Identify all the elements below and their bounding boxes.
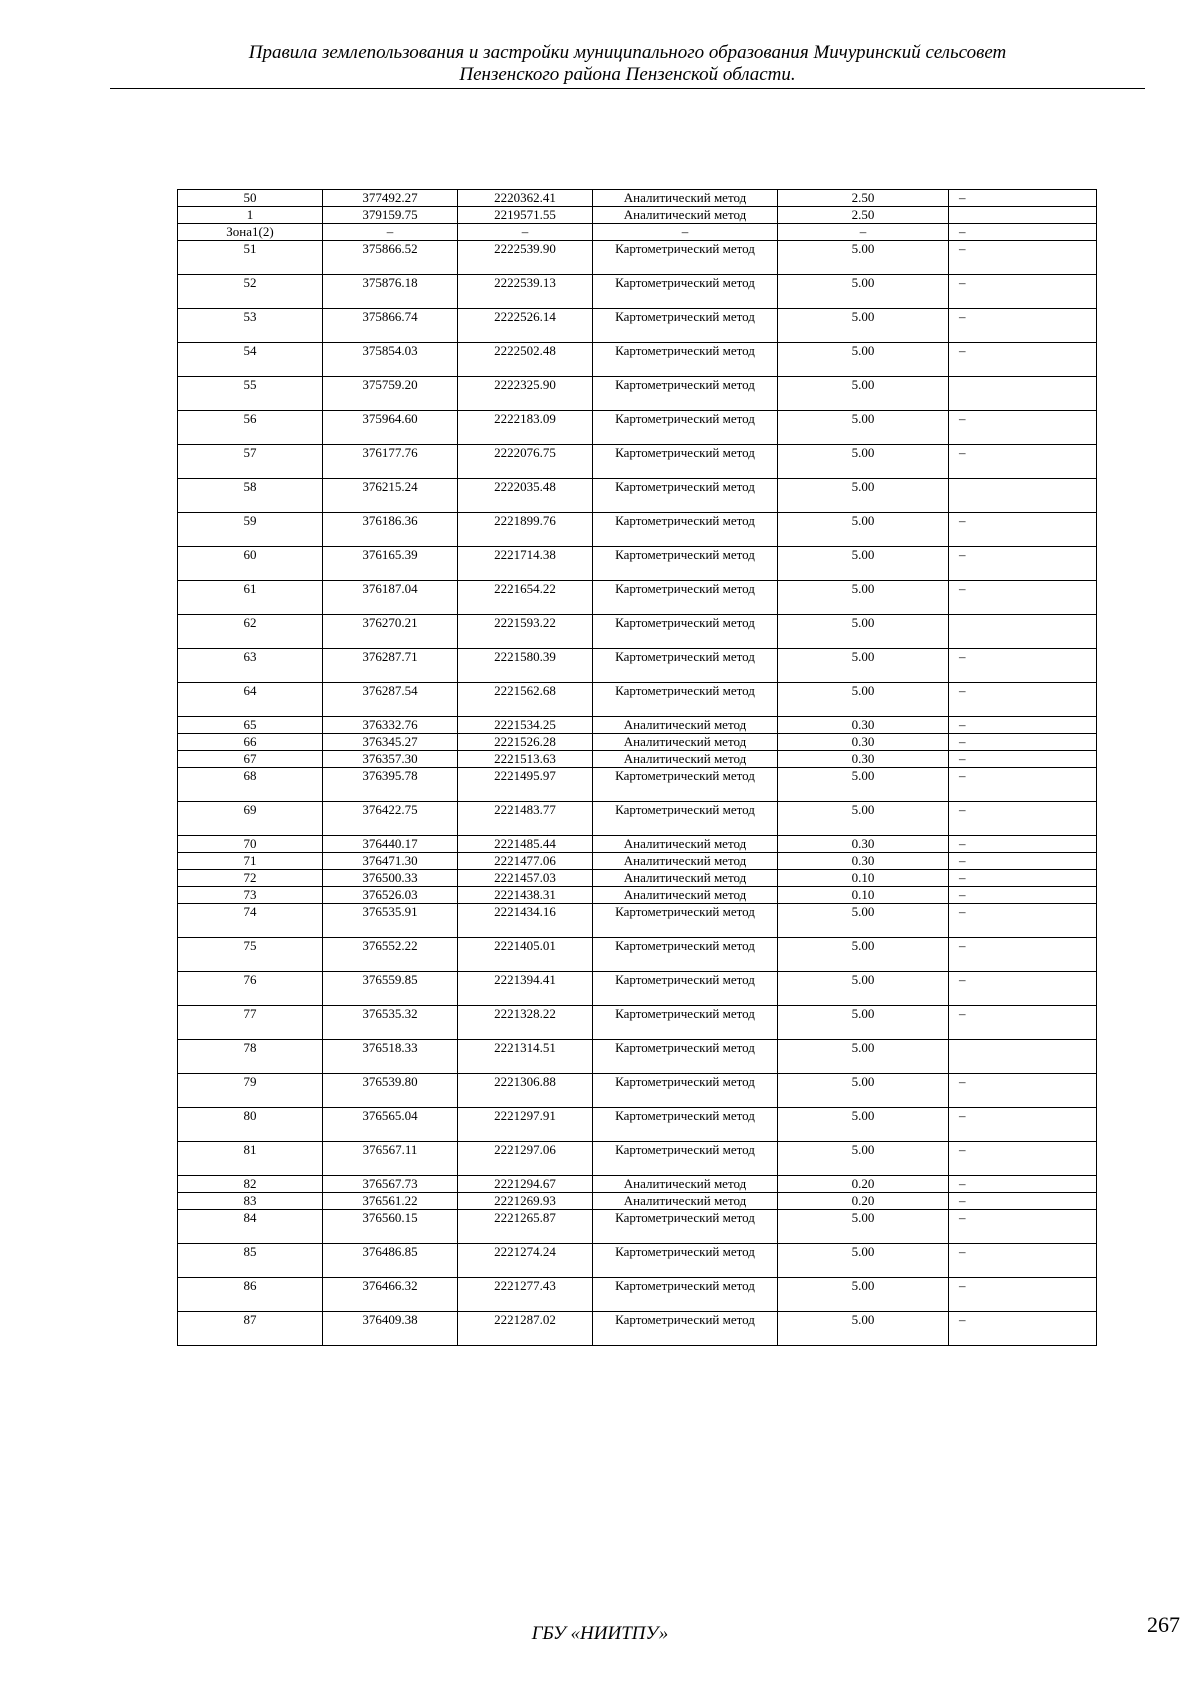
method-cell: Картометрический метод xyxy=(593,1006,778,1040)
x-coordinate-cell: 376165.39 xyxy=(323,547,458,581)
x-coordinate-cell: – xyxy=(323,224,458,241)
x-coordinate-cell: 376567.73 xyxy=(323,1176,458,1193)
header-line-1: Правила землепользования и застройки муниципального образования Мичуринский сельсовет xyxy=(248,42,1007,63)
accuracy-cell: 0.10 xyxy=(778,870,949,887)
x-coordinate-cell: 376526.03 xyxy=(323,887,458,904)
y-coordinate-cell: 2222526.14 xyxy=(458,309,593,343)
y-coordinate-cell: 2221294.67 xyxy=(458,1176,593,1193)
accuracy-cell: 5.00 xyxy=(778,1006,949,1040)
table-row xyxy=(178,275,1097,309)
y-coordinate-cell: 2222539.13 xyxy=(458,275,593,309)
x-coordinate-cell: 376486.85 xyxy=(323,1244,458,1278)
accuracy-cell: 5.00 xyxy=(778,972,949,1006)
table-row xyxy=(178,1244,1097,1278)
method-cell: Картометрический метод xyxy=(593,904,778,938)
y-coordinate-cell: 2221654.22 xyxy=(458,581,593,615)
accuracy-cell: 5.00 xyxy=(778,649,949,683)
accuracy-cell: 0.30 xyxy=(778,734,949,751)
table-row xyxy=(178,207,1097,224)
y-coordinate-cell: 2221314.51 xyxy=(458,1040,593,1074)
accuracy-cell: 5.00 xyxy=(778,768,949,802)
method-cell: Картометрический метод xyxy=(593,683,778,717)
x-coordinate-cell: 376471.30 xyxy=(323,853,458,870)
table-row xyxy=(178,224,1097,241)
table-row xyxy=(178,683,1097,717)
y-coordinate-cell: 2221328.22 xyxy=(458,1006,593,1040)
accuracy-cell: 5.00 xyxy=(778,615,949,649)
table-row xyxy=(178,241,1097,275)
y-coordinate-cell: 2221593.22 xyxy=(458,615,593,649)
note-cell: – xyxy=(949,1193,1097,1210)
accuracy-cell: 5.00 xyxy=(778,309,949,343)
method-cell: Картометрический метод xyxy=(593,1074,778,1108)
accuracy-cell: 2.50 xyxy=(778,190,949,207)
x-coordinate-cell: 376395.78 xyxy=(323,768,458,802)
note-cell: – xyxy=(949,190,1097,207)
table-row xyxy=(178,1108,1097,1142)
point-number-cell: 72 xyxy=(178,870,323,887)
note-cell: – xyxy=(949,904,1097,938)
note-cell: – xyxy=(949,972,1097,1006)
y-coordinate-cell: 2221274.24 xyxy=(458,1244,593,1278)
x-coordinate-cell: 376270.21 xyxy=(323,615,458,649)
method-cell: Аналитический метод xyxy=(593,853,778,870)
method-cell: Картометрический метод xyxy=(593,1142,778,1176)
note-cell xyxy=(949,1040,1097,1074)
note-cell: – xyxy=(949,649,1097,683)
table-row xyxy=(178,853,1097,870)
note-cell: – xyxy=(949,1074,1097,1108)
table-row xyxy=(178,1176,1097,1193)
method-cell: Картометрический метод xyxy=(593,649,778,683)
point-number-cell: 74 xyxy=(178,904,323,938)
y-coordinate-cell: 2221562.68 xyxy=(458,683,593,717)
y-coordinate-cell: 2221526.28 xyxy=(458,734,593,751)
x-coordinate-cell: 376567.11 xyxy=(323,1142,458,1176)
method-cell: Картометрический метод xyxy=(593,309,778,343)
x-coordinate-cell: 376287.71 xyxy=(323,649,458,683)
y-coordinate-cell: 2221495.97 xyxy=(458,768,593,802)
x-coordinate-cell: 376561.22 xyxy=(323,1193,458,1210)
method-cell: – xyxy=(593,224,778,241)
accuracy-cell: 0.30 xyxy=(778,717,949,734)
method-cell: Картометрический метод xyxy=(593,1244,778,1278)
method-cell: Картометрический метод xyxy=(593,445,778,479)
note-cell: – xyxy=(949,1006,1097,1040)
x-coordinate-cell: 376539.80 xyxy=(323,1074,458,1108)
note-cell: – xyxy=(949,836,1097,853)
note-cell: – xyxy=(949,1176,1097,1193)
accuracy-cell: 5.00 xyxy=(778,1278,949,1312)
point-number-cell: 1 xyxy=(178,207,323,224)
point-number-cell: Зона1(2) xyxy=(178,224,323,241)
x-coordinate-cell: 376560.15 xyxy=(323,1210,458,1244)
method-cell: Картометрический метод xyxy=(593,547,778,581)
table-row xyxy=(178,1278,1097,1312)
footer-organization: ГБУ «НИИТПУ» xyxy=(531,1623,669,1644)
method-cell: Картометрический метод xyxy=(593,1312,778,1346)
method-cell: Картометрический метод xyxy=(593,343,778,377)
table-row xyxy=(178,734,1097,751)
accuracy-cell: 5.00 xyxy=(778,547,949,581)
note-cell: – xyxy=(949,581,1097,615)
y-coordinate-cell: 2221457.03 xyxy=(458,870,593,887)
note-cell: – xyxy=(949,1210,1097,1244)
note-cell: – xyxy=(949,751,1097,768)
method-cell: Картометрический метод xyxy=(593,1040,778,1074)
page-number: 267 xyxy=(1147,1612,1180,1637)
accuracy-cell: 0.20 xyxy=(778,1193,949,1210)
point-number-cell: 84 xyxy=(178,1210,323,1244)
y-coordinate-cell: 2221513.63 xyxy=(458,751,593,768)
table-row xyxy=(178,445,1097,479)
x-coordinate-cell: 376565.04 xyxy=(323,1108,458,1142)
accuracy-cell: – xyxy=(778,224,949,241)
note-cell: – xyxy=(949,309,1097,343)
y-coordinate-cell: – xyxy=(458,224,593,241)
x-coordinate-cell: 375759.20 xyxy=(323,377,458,411)
point-number-cell: 82 xyxy=(178,1176,323,1193)
point-number-cell: 70 xyxy=(178,836,323,853)
table-row xyxy=(178,802,1097,836)
note-cell: – xyxy=(949,1108,1097,1142)
point-number-cell: 58 xyxy=(178,479,323,513)
y-coordinate-cell: 2221405.01 xyxy=(458,938,593,972)
accuracy-cell: 5.00 xyxy=(778,377,949,411)
point-number-cell: 87 xyxy=(178,1312,323,1346)
method-cell: Аналитический метод xyxy=(593,836,778,853)
method-cell: Аналитический метод xyxy=(593,870,778,887)
point-number-cell: 86 xyxy=(178,1278,323,1312)
note-cell: – xyxy=(949,887,1097,904)
method-cell: Аналитический метод xyxy=(593,751,778,768)
point-number-cell: 50 xyxy=(178,190,323,207)
table-row xyxy=(178,479,1097,513)
point-number-cell: 52 xyxy=(178,275,323,309)
accuracy-cell: 5.00 xyxy=(778,581,949,615)
x-coordinate-cell: 376518.33 xyxy=(323,1040,458,1074)
note-cell xyxy=(949,207,1097,224)
accuracy-cell: 5.00 xyxy=(778,1312,949,1346)
x-coordinate-cell: 375866.52 xyxy=(323,241,458,275)
y-coordinate-cell: 2221477.06 xyxy=(458,853,593,870)
accuracy-cell: 5.00 xyxy=(778,445,949,479)
header-line-2: Пензенского района Пензенской области. xyxy=(459,64,796,86)
accuracy-cell: 0.30 xyxy=(778,853,949,870)
method-cell: Картометрический метод xyxy=(593,615,778,649)
note-cell: – xyxy=(949,1278,1097,1312)
y-coordinate-cell: 2221580.39 xyxy=(458,649,593,683)
accuracy-cell: 0.10 xyxy=(778,887,949,904)
point-number-cell: 65 xyxy=(178,717,323,734)
point-number-cell: 75 xyxy=(178,938,323,972)
table-row xyxy=(178,190,1097,207)
note-cell: – xyxy=(949,734,1097,751)
note-cell: – xyxy=(949,343,1097,377)
coordinates-table-body xyxy=(178,190,1097,1346)
method-cell: Аналитический метод xyxy=(593,1193,778,1210)
table-row xyxy=(178,1142,1097,1176)
table-row xyxy=(178,1006,1097,1040)
method-cell: Картометрический метод xyxy=(593,479,778,513)
table-row xyxy=(178,904,1097,938)
y-coordinate-cell: 2221277.43 xyxy=(458,1278,593,1312)
y-coordinate-cell: 2221714.38 xyxy=(458,547,593,581)
y-coordinate-cell: 2221485.44 xyxy=(458,836,593,853)
accuracy-cell: 5.00 xyxy=(778,1142,949,1176)
point-number-cell: 59 xyxy=(178,513,323,547)
point-number-cell: 56 xyxy=(178,411,323,445)
x-coordinate-cell: 376187.04 xyxy=(323,581,458,615)
table-row xyxy=(178,972,1097,1006)
point-number-cell: 83 xyxy=(178,1193,323,1210)
x-coordinate-cell: 376332.76 xyxy=(323,717,458,734)
y-coordinate-cell: 2222539.90 xyxy=(458,241,593,275)
y-coordinate-cell: 2222325.90 xyxy=(458,377,593,411)
point-number-cell: 79 xyxy=(178,1074,323,1108)
point-number-cell: 69 xyxy=(178,802,323,836)
note-cell: – xyxy=(949,547,1097,581)
note-cell: – xyxy=(949,513,1097,547)
accuracy-cell: 5.00 xyxy=(778,241,949,275)
table-row xyxy=(178,870,1097,887)
method-cell: Аналитический метод xyxy=(593,717,778,734)
point-number-cell: 51 xyxy=(178,241,323,275)
accuracy-cell: 0.30 xyxy=(778,751,949,768)
point-number-cell: 53 xyxy=(178,309,323,343)
point-number-cell: 63 xyxy=(178,649,323,683)
method-cell: Картометрический метод xyxy=(593,1278,778,1312)
y-coordinate-cell: 2222035.48 xyxy=(458,479,593,513)
accuracy-cell: 5.00 xyxy=(778,1108,949,1142)
y-coordinate-cell: 2221269.93 xyxy=(458,1193,593,1210)
accuracy-cell: 2.50 xyxy=(778,207,949,224)
method-cell: Картометрический метод xyxy=(593,411,778,445)
x-coordinate-cell: 376409.38 xyxy=(323,1312,458,1346)
x-coordinate-cell: 377492.27 xyxy=(323,190,458,207)
note-cell xyxy=(949,615,1097,649)
table-row xyxy=(178,1312,1097,1346)
y-coordinate-cell: 2221534.25 xyxy=(458,717,593,734)
accuracy-cell: 5.00 xyxy=(778,802,949,836)
table-row xyxy=(178,836,1097,853)
note-cell: – xyxy=(949,717,1097,734)
accuracy-cell: 5.00 xyxy=(778,479,949,513)
point-number-cell: 71 xyxy=(178,853,323,870)
x-coordinate-cell: 375964.60 xyxy=(323,411,458,445)
x-coordinate-cell: 376552.22 xyxy=(323,938,458,972)
accuracy-cell: 0.20 xyxy=(778,1176,949,1193)
note-cell xyxy=(949,377,1097,411)
x-coordinate-cell: 376345.27 xyxy=(323,734,458,751)
x-coordinate-cell: 376535.32 xyxy=(323,1006,458,1040)
accuracy-cell: 5.00 xyxy=(778,1040,949,1074)
note-cell: – xyxy=(949,768,1097,802)
y-coordinate-cell: 2221434.16 xyxy=(458,904,593,938)
table-row xyxy=(178,547,1097,581)
point-number-cell: 66 xyxy=(178,734,323,751)
y-coordinate-cell: 2220362.41 xyxy=(458,190,593,207)
point-number-cell: 60 xyxy=(178,547,323,581)
table-row xyxy=(178,717,1097,734)
table-row xyxy=(178,581,1097,615)
note-cell: – xyxy=(949,1312,1097,1346)
y-coordinate-cell: 2222183.09 xyxy=(458,411,593,445)
point-number-cell: 80 xyxy=(178,1108,323,1142)
x-coordinate-cell: 376535.91 xyxy=(323,904,458,938)
table-row xyxy=(178,513,1097,547)
method-cell: Аналитический метод xyxy=(593,887,778,904)
y-coordinate-cell: 2221899.76 xyxy=(458,513,593,547)
table-row xyxy=(178,615,1097,649)
note-cell: – xyxy=(949,275,1097,309)
method-cell: Аналитический метод xyxy=(593,1176,778,1193)
table-row xyxy=(178,1040,1097,1074)
table-row xyxy=(178,649,1097,683)
note-cell: – xyxy=(949,870,1097,887)
x-coordinate-cell: 376177.76 xyxy=(323,445,458,479)
method-cell: Картометрический метод xyxy=(593,513,778,547)
table-row xyxy=(178,751,1097,768)
point-number-cell: 55 xyxy=(178,377,323,411)
point-number-cell: 73 xyxy=(178,887,323,904)
point-number-cell: 64 xyxy=(178,683,323,717)
table-row xyxy=(178,1210,1097,1244)
accuracy-cell: 5.00 xyxy=(778,904,949,938)
accuracy-cell: 0.30 xyxy=(778,836,949,853)
accuracy-cell: 5.00 xyxy=(778,1210,949,1244)
x-coordinate-cell: 376440.17 xyxy=(323,836,458,853)
note-cell: – xyxy=(949,853,1097,870)
x-coordinate-cell: 376186.36 xyxy=(323,513,458,547)
table-row xyxy=(178,1193,1097,1210)
x-coordinate-cell: 375866.74 xyxy=(323,309,458,343)
point-number-cell: 54 xyxy=(178,343,323,377)
accuracy-cell: 5.00 xyxy=(778,683,949,717)
point-number-cell: 78 xyxy=(178,1040,323,1074)
method-cell: Картометрический метод xyxy=(593,802,778,836)
point-number-cell: 81 xyxy=(178,1142,323,1176)
y-coordinate-cell: 2221265.87 xyxy=(458,1210,593,1244)
method-cell: Картометрический метод xyxy=(593,581,778,615)
method-cell: Аналитический метод xyxy=(593,734,778,751)
accuracy-cell: 5.00 xyxy=(778,275,949,309)
method-cell: Аналитический метод xyxy=(593,207,778,224)
accuracy-cell: 5.00 xyxy=(778,938,949,972)
table-row xyxy=(178,887,1097,904)
table-row xyxy=(178,938,1097,972)
x-coordinate-cell: 376215.24 xyxy=(323,479,458,513)
point-number-cell: 57 xyxy=(178,445,323,479)
y-coordinate-cell: 2221297.06 xyxy=(458,1142,593,1176)
method-cell: Картометрический метод xyxy=(593,938,778,972)
table-row xyxy=(178,411,1097,445)
point-number-cell: 85 xyxy=(178,1244,323,1278)
accuracy-cell: 5.00 xyxy=(778,1074,949,1108)
accuracy-cell: 5.00 xyxy=(778,343,949,377)
x-coordinate-cell: 376466.32 xyxy=(323,1278,458,1312)
x-coordinate-cell: 376357.30 xyxy=(323,751,458,768)
x-coordinate-cell: 375876.18 xyxy=(323,275,458,309)
x-coordinate-cell: 375854.03 xyxy=(323,343,458,377)
point-number-cell: 76 xyxy=(178,972,323,1006)
note-cell xyxy=(949,479,1097,513)
y-coordinate-cell: 2222502.48 xyxy=(458,343,593,377)
note-cell: – xyxy=(949,445,1097,479)
x-coordinate-cell: 379159.75 xyxy=(323,207,458,224)
y-coordinate-cell: 2222076.75 xyxy=(458,445,593,479)
method-cell: Картометрический метод xyxy=(593,1210,778,1244)
y-coordinate-cell: 2221394.41 xyxy=(458,972,593,1006)
y-coordinate-cell: 2221483.77 xyxy=(458,802,593,836)
x-coordinate-cell: 376287.54 xyxy=(323,683,458,717)
note-cell: – xyxy=(949,683,1097,717)
note-cell: – xyxy=(949,802,1097,836)
method-cell: Картометрический метод xyxy=(593,1108,778,1142)
method-cell: Картометрический метод xyxy=(593,768,778,802)
accuracy-cell: 5.00 xyxy=(778,513,949,547)
method-cell: Картометрический метод xyxy=(593,972,778,1006)
accuracy-cell: 5.00 xyxy=(778,1244,949,1278)
table-row xyxy=(178,377,1097,411)
accuracy-cell: 5.00 xyxy=(778,411,949,445)
running-header xyxy=(110,42,1145,87)
y-coordinate-cell: 2219571.55 xyxy=(458,207,593,224)
point-number-cell: 67 xyxy=(178,751,323,768)
method-cell: Аналитический метод xyxy=(593,190,778,207)
table-row xyxy=(178,1074,1097,1108)
point-number-cell: 68 xyxy=(178,768,323,802)
x-coordinate-cell: 376500.33 xyxy=(323,870,458,887)
note-cell: – xyxy=(949,241,1097,275)
note-cell: – xyxy=(949,1244,1097,1278)
table-row xyxy=(178,768,1097,802)
note-cell: – xyxy=(949,1142,1097,1176)
point-number-cell: 61 xyxy=(178,581,323,615)
y-coordinate-cell: 2221287.02 xyxy=(458,1312,593,1346)
y-coordinate-cell: 2221438.31 xyxy=(458,887,593,904)
note-cell: – xyxy=(949,411,1097,445)
table-row xyxy=(178,309,1097,343)
point-number-cell: 77 xyxy=(178,1006,323,1040)
y-coordinate-cell: 2221297.91 xyxy=(458,1108,593,1142)
x-coordinate-cell: 376422.75 xyxy=(323,802,458,836)
point-number-cell: 62 xyxy=(178,615,323,649)
table-row xyxy=(178,343,1097,377)
method-cell: Картометрический метод xyxy=(593,275,778,309)
method-cell: Картометрический метод xyxy=(593,377,778,411)
x-coordinate-cell: 376559.85 xyxy=(323,972,458,1006)
header-rule xyxy=(110,88,1145,89)
coordinates-table xyxy=(177,189,1097,1346)
y-coordinate-cell: 2221306.88 xyxy=(458,1074,593,1108)
note-cell: – xyxy=(949,938,1097,972)
method-cell: Картометрический метод xyxy=(593,241,778,275)
note-cell: – xyxy=(949,224,1097,241)
